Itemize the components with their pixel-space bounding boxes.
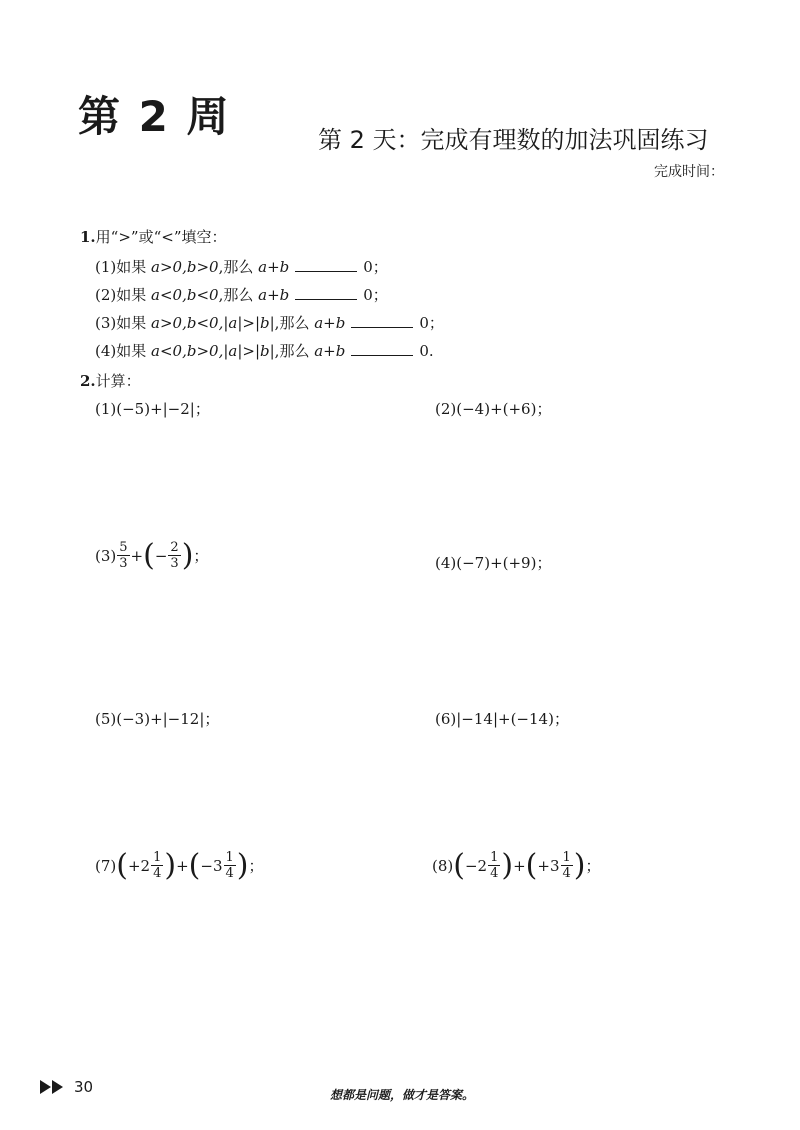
fraction: $\frac{1}{4}$ [562, 850, 571, 881]
fraction: $\frac{2}{3}$ [170, 540, 179, 571]
fraction: $\frac{5}{3}$ [119, 540, 128, 571]
answer-blank[interactable] [351, 313, 413, 328]
q2-problem-6: (6)|−14|+(−14)； [435, 710, 569, 728]
q2-problem-7: (7) ( +2 $\frac{1}{4}$ ) + ( −3 $\frac{1}{4}$ ) ； [95, 847, 264, 883]
question-1-heading [80, 226, 226, 247]
q1-item-4: (4)如果 a<0,b>0,|a|>|b|,那么 a+b 0. [95, 342, 434, 360]
q2-problem-4: (4)(−7)+(+9)； [435, 554, 552, 572]
page-number: 30 [74, 1078, 94, 1096]
q1-item-1: (1)如果 a>0,b>0,那么 a+b 0； [95, 258, 388, 276]
question-2-prompt: 计算： [95, 372, 141, 390]
q2-problem-1: (1)(−5)+|−2|； [95, 400, 210, 418]
fraction: $\frac{1}{4}$ [225, 850, 234, 881]
day-title: 第 2 天：完成有理数的加法巩固练习 [318, 126, 709, 154]
q2-problem-8: (8) ( −2 $\frac{1}{4}$ ) + ( +3 $\frac{1}{4}$ ) ； [432, 847, 601, 883]
q2-problem-5: (5)(−3)+|−12|； [95, 710, 220, 728]
page-number-block [40, 1078, 93, 1096]
double-arrow-icon [40, 1080, 68, 1094]
answer-blank[interactable] [295, 285, 357, 300]
footer-slogan: 想都是问题，做才是答案。 [330, 1088, 475, 1102]
question-1-prompt: 用“>”或“<”填空： [95, 228, 227, 246]
question-2-number: 2. [80, 372, 96, 390]
answer-blank[interactable] [295, 257, 357, 272]
q2-problem-3: (3) $\frac{5}{3}$ + ( − $\frac{2}{3}$ ) ； [95, 537, 209, 573]
completion-time-label: 完成时间： [654, 164, 724, 180]
q2-problem-2: (2)(−4)+(+6)； [435, 400, 552, 418]
q1-item-3: (3)如果 a>0,b<0,|a|>|b|,那么 a+b 0； [95, 314, 444, 332]
q1-item-2: (2)如果 a<0,b<0,那么 a+b 0； [95, 286, 388, 304]
answer-blank[interactable] [351, 341, 413, 356]
question-1-number: 1. [80, 228, 96, 246]
fraction: $\frac{1}{4}$ [153, 850, 162, 881]
question-2-heading [80, 370, 141, 391]
fraction: $\frac{1}{4}$ [490, 850, 499, 881]
week-title: 第 2 周 [78, 92, 231, 141]
